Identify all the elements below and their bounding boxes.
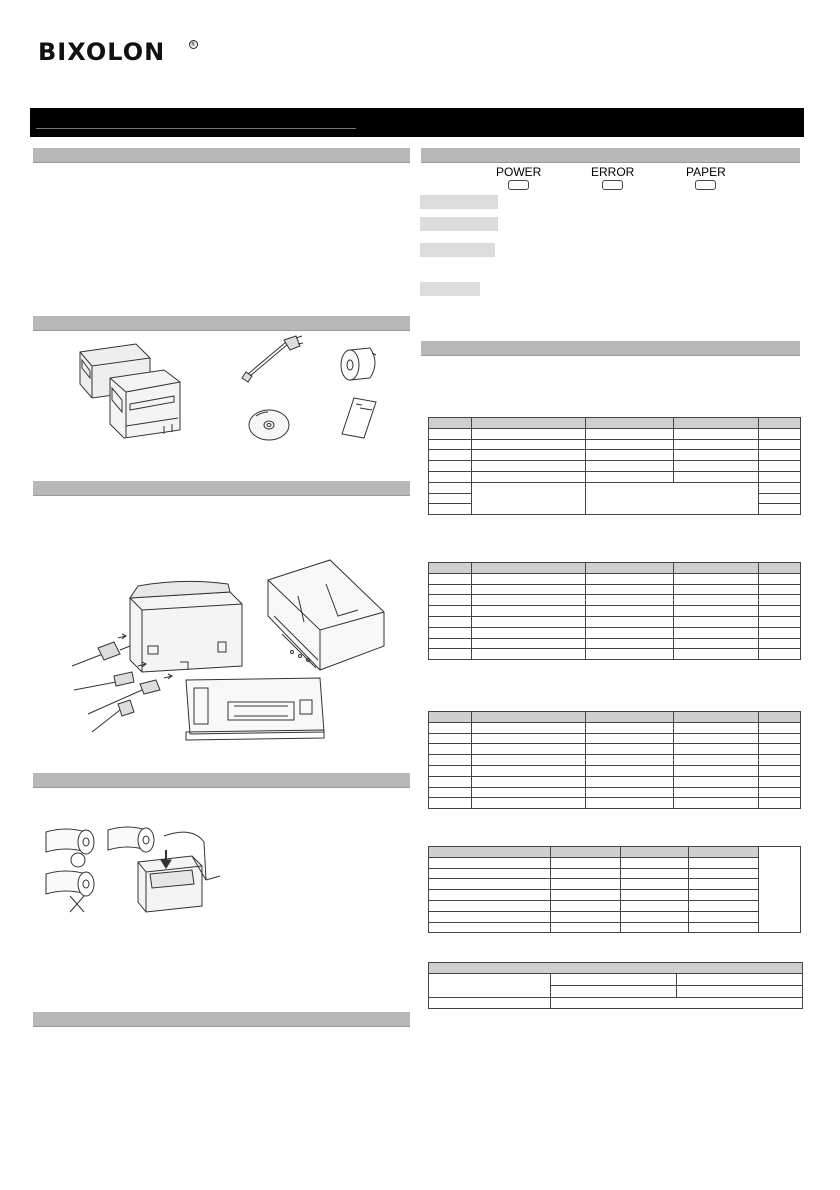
error-label: ERROR bbox=[591, 165, 635, 179]
panel-tag-3 bbox=[420, 243, 495, 257]
section-header-panel bbox=[421, 148, 800, 163]
section-header-connection bbox=[33, 481, 410, 496]
paper-label: PAPER bbox=[686, 165, 726, 179]
paper-led bbox=[686, 165, 726, 190]
panel-tag-2 bbox=[420, 217, 498, 231]
paper-led-indicator bbox=[695, 180, 716, 190]
section-header-paper bbox=[33, 773, 410, 788]
section-header-contents bbox=[33, 316, 410, 331]
power-led-indicator bbox=[508, 180, 529, 190]
manual-icon bbox=[340, 396, 380, 440]
paper-loading-diagram bbox=[42, 822, 222, 920]
cable-connection-diagram bbox=[68, 556, 388, 746]
brand-name: BIXOLON bbox=[38, 38, 166, 66]
printer-illustration bbox=[74, 338, 192, 442]
error-led bbox=[591, 165, 634, 190]
section-header-5 bbox=[33, 1012, 410, 1027]
dip-switch-table-3 bbox=[428, 711, 801, 809]
dip-switch-table-1 bbox=[428, 417, 801, 515]
baud-rate-table bbox=[428, 846, 801, 933]
panel-tag-4 bbox=[420, 282, 480, 296]
title-bar bbox=[30, 108, 804, 137]
power-label: POWER bbox=[496, 165, 542, 179]
section-header-1 bbox=[33, 148, 410, 163]
panel-tag-1 bbox=[420, 195, 498, 209]
paper-roll-icon bbox=[336, 345, 382, 385]
power-cable-icon bbox=[238, 332, 304, 388]
dip-switch-table-2 bbox=[428, 562, 801, 660]
error-led-indicator bbox=[602, 180, 623, 190]
brand-logo bbox=[38, 38, 197, 66]
power-led bbox=[496, 165, 541, 190]
section-header-dip bbox=[421, 341, 800, 356]
registered-mark: ® bbox=[190, 41, 197, 48]
cd-icon bbox=[246, 406, 292, 444]
option-table bbox=[428, 962, 803, 1009]
title-underline bbox=[36, 128, 356, 129]
